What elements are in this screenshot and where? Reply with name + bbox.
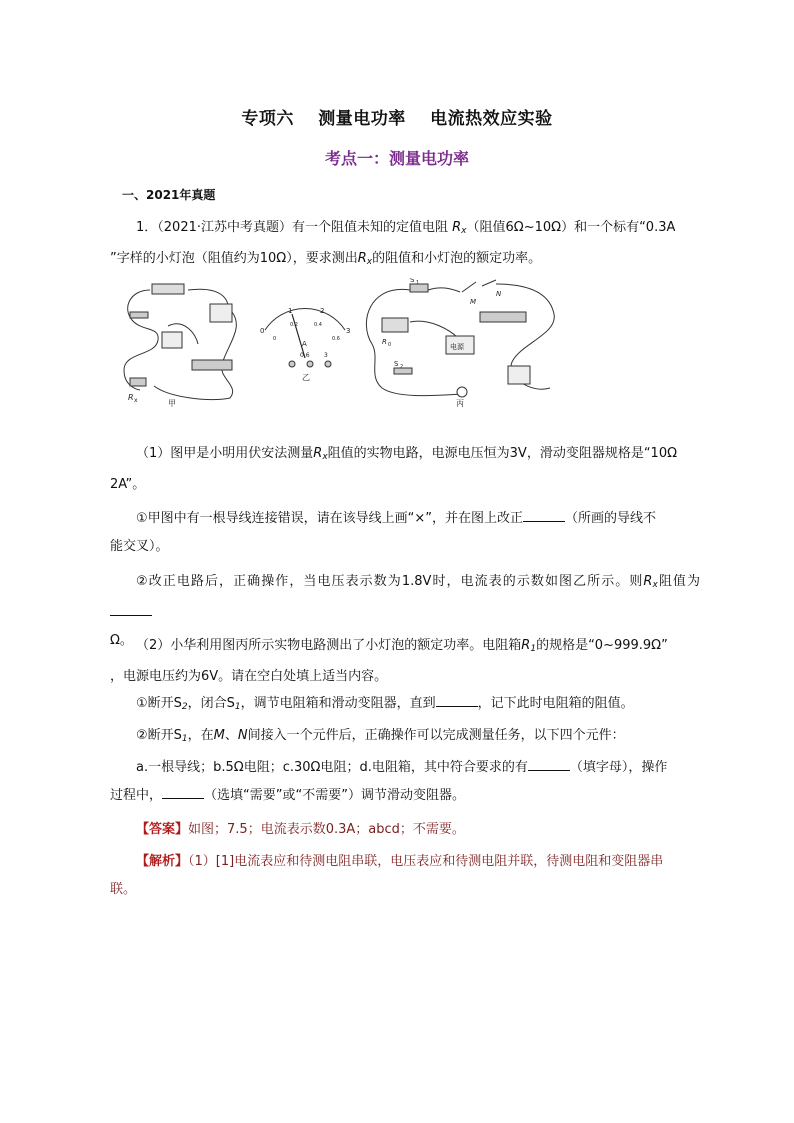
- answer-tag: 【答案】: [136, 822, 189, 837]
- meter-small-3: 0.6: [332, 336, 340, 342]
- answer-blank-3[interactable]: [436, 694, 478, 707]
- part1-step2-a: ②改正电路后，正确操作，当电压表示数为1.8V时，电流表的示数如图乙所示。则: [136, 574, 644, 589]
- answer-blank-2[interactable]: [110, 603, 152, 616]
- part2-options-line2: [110, 782, 465, 810]
- terminal-right: [325, 361, 331, 367]
- part1-rx: R: [313, 446, 323, 461]
- part2-step2-b: ，在: [187, 728, 214, 743]
- title-part-c: 电流热效应实验: [430, 109, 553, 129]
- part2-step2-m: M: [213, 728, 225, 743]
- analysis-text-a: （1）[1]电流表应和待测电阻串联，电压表应和待测电阻并联，待测电阻和变阻器串: [188, 854, 664, 869]
- bulb: [457, 387, 467, 397]
- figure-yi-label: 乙: [302, 373, 310, 382]
- part2-step2-a: ②断开S: [136, 728, 182, 743]
- part2-step1-sub2: 2: [181, 702, 188, 712]
- answer-blank-1[interactable]: [523, 509, 565, 522]
- meter-tick-2: 2: [320, 307, 325, 315]
- intro-line-2: [110, 245, 541, 276]
- switch-jia: [130, 312, 148, 318]
- answer-blank-5[interactable]: [162, 786, 204, 799]
- part1-step1-c: 能交叉）。: [110, 539, 169, 554]
- answer-text: 如图；7.5；电流表示数0.3A；abcd；不需要。: [188, 822, 465, 837]
- part2-options-c: 过程中，: [110, 788, 163, 803]
- part2-step2-n: N: [237, 728, 248, 743]
- part1-step2-b: 阻值为: [657, 574, 700, 589]
- s-bottom-label-sub: 2: [400, 364, 404, 370]
- part2-paragraph: [110, 632, 700, 691]
- rx-subscript: x: [461, 226, 467, 236]
- s-top-label: S: [410, 278, 415, 284]
- meter-unit: A: [302, 340, 307, 348]
- page-subtitle: 考点一：测量电功率: [324, 149, 469, 168]
- part1-step1: [110, 505, 700, 561]
- title-part-a: 专项六: [241, 109, 294, 129]
- title-part-b: 测量电功率: [318, 109, 406, 129]
- part1-text-a: （1）图甲是小明用伏安法测量: [136, 446, 314, 461]
- part1-text-b: 阻值的实物电路，电源电压恒为3V，滑动变阻器规格是“10Ω: [327, 446, 678, 461]
- part1-step1-a: ①甲图中有一根导线连接错误，请在该导线上画“×”，并在图上改正: [136, 511, 524, 526]
- part2-step2-sub1: 1: [181, 734, 188, 744]
- meter-arc: [265, 309, 345, 330]
- rx-subscript-2: x: [366, 257, 373, 267]
- s-bottom-label: S: [394, 360, 399, 368]
- terminal-left: [289, 361, 295, 367]
- section-heading: 一、2021年真题: [122, 188, 216, 202]
- analysis-text-b: 联。: [110, 882, 137, 897]
- part2-r1-sub: 1: [530, 644, 537, 654]
- answer-blank-4[interactable]: [528, 758, 570, 771]
- s-top-label-sub: 1: [416, 280, 420, 286]
- rx-fig-label-sub: x: [134, 397, 138, 404]
- wire-bing-4: [410, 321, 458, 338]
- part2-step2-sep: 、: [224, 728, 238, 743]
- wire-jia-3: [154, 312, 236, 400]
- part1-step1-b: （所画的导线不: [565, 511, 657, 526]
- power-label: 电源: [450, 343, 464, 351]
- part2-step1-sub1: 1: [234, 702, 241, 712]
- r0-label: R: [382, 338, 387, 346]
- intro-text-d: 的阻值和小灯泡的额定功率。: [372, 251, 542, 266]
- meter-tick-1: 1: [288, 307, 293, 315]
- rheostat-bing: [480, 312, 526, 322]
- part2-text-b: 的规格是“0~999.9Ω”: [536, 638, 668, 653]
- answer-block: [110, 816, 700, 844]
- meter-small-0: 0: [273, 336, 277, 342]
- voltmeter-bing: [508, 366, 530, 384]
- part2-step2: [110, 722, 700, 753]
- part1-text-c: 2A”。: [110, 477, 146, 492]
- part1-rx-sub: x: [322, 452, 328, 462]
- figure-jia-label: 甲: [168, 399, 176, 408]
- part2-step1-c: ，调节电阻箱和滑动变阻器，直到: [240, 696, 436, 711]
- intro-text-c: ”字样的小灯泡（阻值约为10Ω），要求测出: [110, 251, 358, 266]
- r0-label-sub: 0: [388, 342, 392, 348]
- rx-symbol-2: R: [357, 251, 367, 266]
- part1-step2-rx-sub: x: [652, 580, 658, 590]
- terminal-label-3: 3: [324, 352, 328, 359]
- wire-bing-2: [428, 288, 460, 292]
- intro-text-a: 1．（2021·江苏中考真题）有一个阻值未知的定值电阻: [136, 220, 453, 235]
- voltmeter-jia: [210, 304, 232, 322]
- meter-small-2: 0.4: [314, 322, 322, 328]
- resistor-rx: [130, 378, 146, 386]
- rx-fig-label: R: [128, 393, 134, 402]
- battery-jia: [152, 284, 184, 294]
- part2-options-d: （选填“需要”或“不需要”）调节滑动变阻器。: [204, 788, 465, 803]
- meter-small-1: 0.2: [290, 322, 298, 328]
- figure-bing: [366, 280, 554, 397]
- part2-options: [110, 754, 700, 810]
- part2-step1-a: ①断开S: [136, 696, 182, 711]
- part1-step2-rx: R: [643, 574, 653, 589]
- rheostat-jia: [192, 360, 232, 370]
- part1-step2-c: Ω。: [110, 633, 133, 648]
- analysis-block: [110, 848, 700, 904]
- part2-step1: [110, 690, 700, 721]
- part2-step1-b: ，闭合S: [187, 696, 235, 711]
- intro-text-b: （阻值6Ω~10Ω）和一个标有“0.3A: [466, 220, 676, 235]
- figure-bing-label: 丙: [456, 399, 464, 408]
- part2-options-a: a.一根导线；b.5Ω电阻；c.30Ω电阻；d.电阻箱，其中符合要求的有: [136, 760, 528, 775]
- n-label: N: [496, 290, 502, 298]
- page-title: [0, 104, 794, 129]
- resistor-box-r0: [382, 318, 408, 332]
- part2-r1: R: [521, 638, 531, 653]
- meter-tick-0: 0: [260, 327, 265, 335]
- part2-options-b: （填字母），操作: [569, 760, 668, 775]
- part2-text-c: ，电源电压约为6V。请在空白处填上适当内容。: [110, 669, 388, 684]
- m-label: M: [470, 298, 477, 306]
- analysis-tag: 【解析】: [136, 854, 189, 869]
- part2-text-a: （2）小华利用图丙所示实物电路测出了小灯泡的额定功率。电阻箱: [136, 638, 522, 653]
- rx-symbol: R: [452, 220, 462, 235]
- terminal-mid: [307, 361, 313, 367]
- terminal-label-06: 0.6: [300, 352, 310, 359]
- ammeter-jia: [162, 332, 182, 348]
- part2-step1-d: ，记下此时电阻箱的阻值。: [477, 696, 634, 711]
- circuit-figures: [110, 278, 710, 408]
- question-intro: [110, 214, 700, 276]
- figure-jia: [124, 284, 236, 400]
- wire-bing-mn: [462, 280, 496, 292]
- wire-jia-1: [124, 290, 158, 390]
- part2-step2-c: 间接入一个元件后，正确操作可以完成测量任务，以下四个元件：: [247, 728, 625, 743]
- meter-tick-3: 3: [346, 327, 351, 335]
- part1-paragraph: [110, 440, 700, 499]
